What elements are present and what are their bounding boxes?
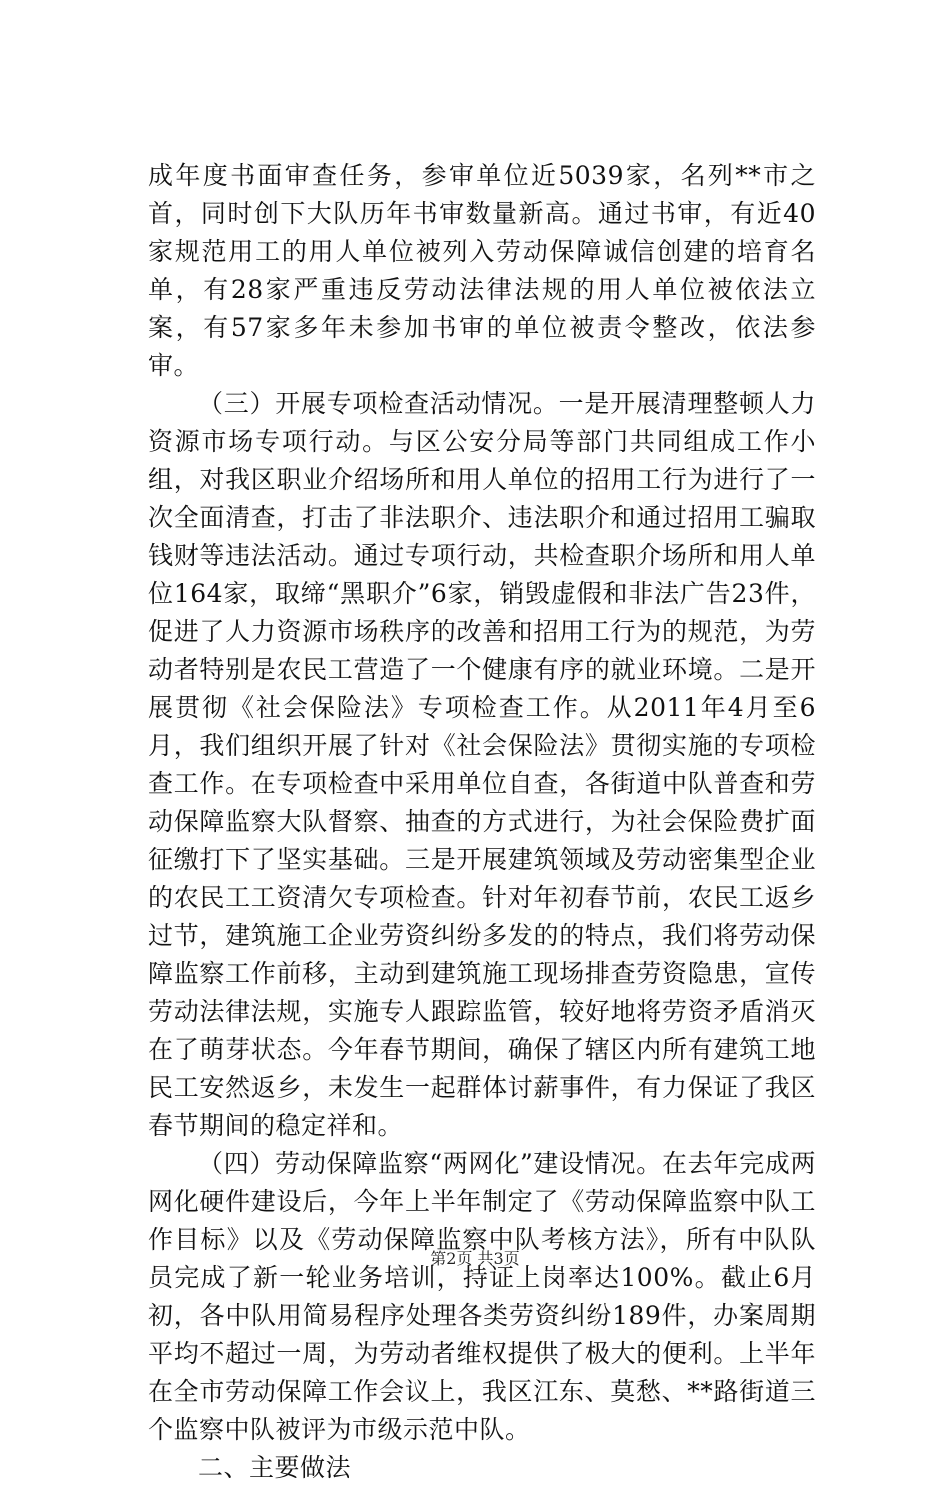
document-body	[148, 157, 816, 1487]
page-number-footer: 第2页 共3页	[430, 1249, 520, 1268]
paragraph-two-network: （四）劳动保障监察“两网化”建设情况。在去年完成两网化硬件建设后，今年上半年制定了《劳动保障监察中队工作目标》以及《劳动保障监察中队考核方法》，所有中队队员完成了新一轮业务培训，持证上岗率达100%。截止6月初，各中队用简易程序处理各类劳资纠纷189件，办案周期平均不超过一周，为劳动者维权提供了极大的便利。上半年在全市劳动保障工作会议上，我区江东、莫愁、**路街道三个监察中队被评为市级示范中队。	[148, 1149, 816, 1444]
paragraph-continuation: 成年度书面审查任务，参审单位近5039家，名列**市之首，同时创下大队历年书审数量新高。通过书审，有近40家规范用工的用人单位被列入劳动保障诚信创建的培育名单，有28家严重违反劳动法律法规的用人单位被依法立案，有57家多年未参加书审的单位被责令整改，依法参审。	[148, 161, 816, 380]
section-heading-main-practices: 二、主要做法	[198, 1453, 352, 1482]
paragraph-special-inspection: （三）开展专项检查活动情况。一是开展清理整顿人力资源市场专项行动。与区公安分局等部门共同组成工作小组，对我区职业介绍场所和用人单位的招用工行为进行了一次全面清查，打击了非法职介、违法职介和通过招用工骗取钱财等违法活动。通过专项行动，共检查职介场所和用人单位164家，取缔“黑职介”6家，销毁虚假和非法广告23件，促进了人力资源市场秩序的改善和招用工行为的规范，为劳动者特别是农民工营造了一个健康有序的就业环境。二是开展贯彻《社会保险法》专项检查工作。从2011年4月至6月，我们组织开展了针对《社会保险法》贯彻实施的专项检查工作。在专项检查中采用单位自查，各街道中队普查和劳动保障监察大队督察、抽查的方式进行，为社会保险费扩面征缴打下了坚实基础。三是开展建筑领域及劳动密集型企业的农民工工资清欠专项检查。针对年初春节前，农民工返乡过节，建筑施工企业劳资纠纷多发的的特点，我们将劳动保障监察工作前移，主动到建筑施工现场排查劳资隐患，宣传劳动法律法规，实施专人跟踪监管，较好地将劳资矛盾消灭在了萌芽状态。今年春节期间，确保了辖区内所有建筑工地民工安然返乡，未发生一起群体讨薪事件，有力保证了我区春节期间的稳定祥和。	[148, 389, 816, 1140]
